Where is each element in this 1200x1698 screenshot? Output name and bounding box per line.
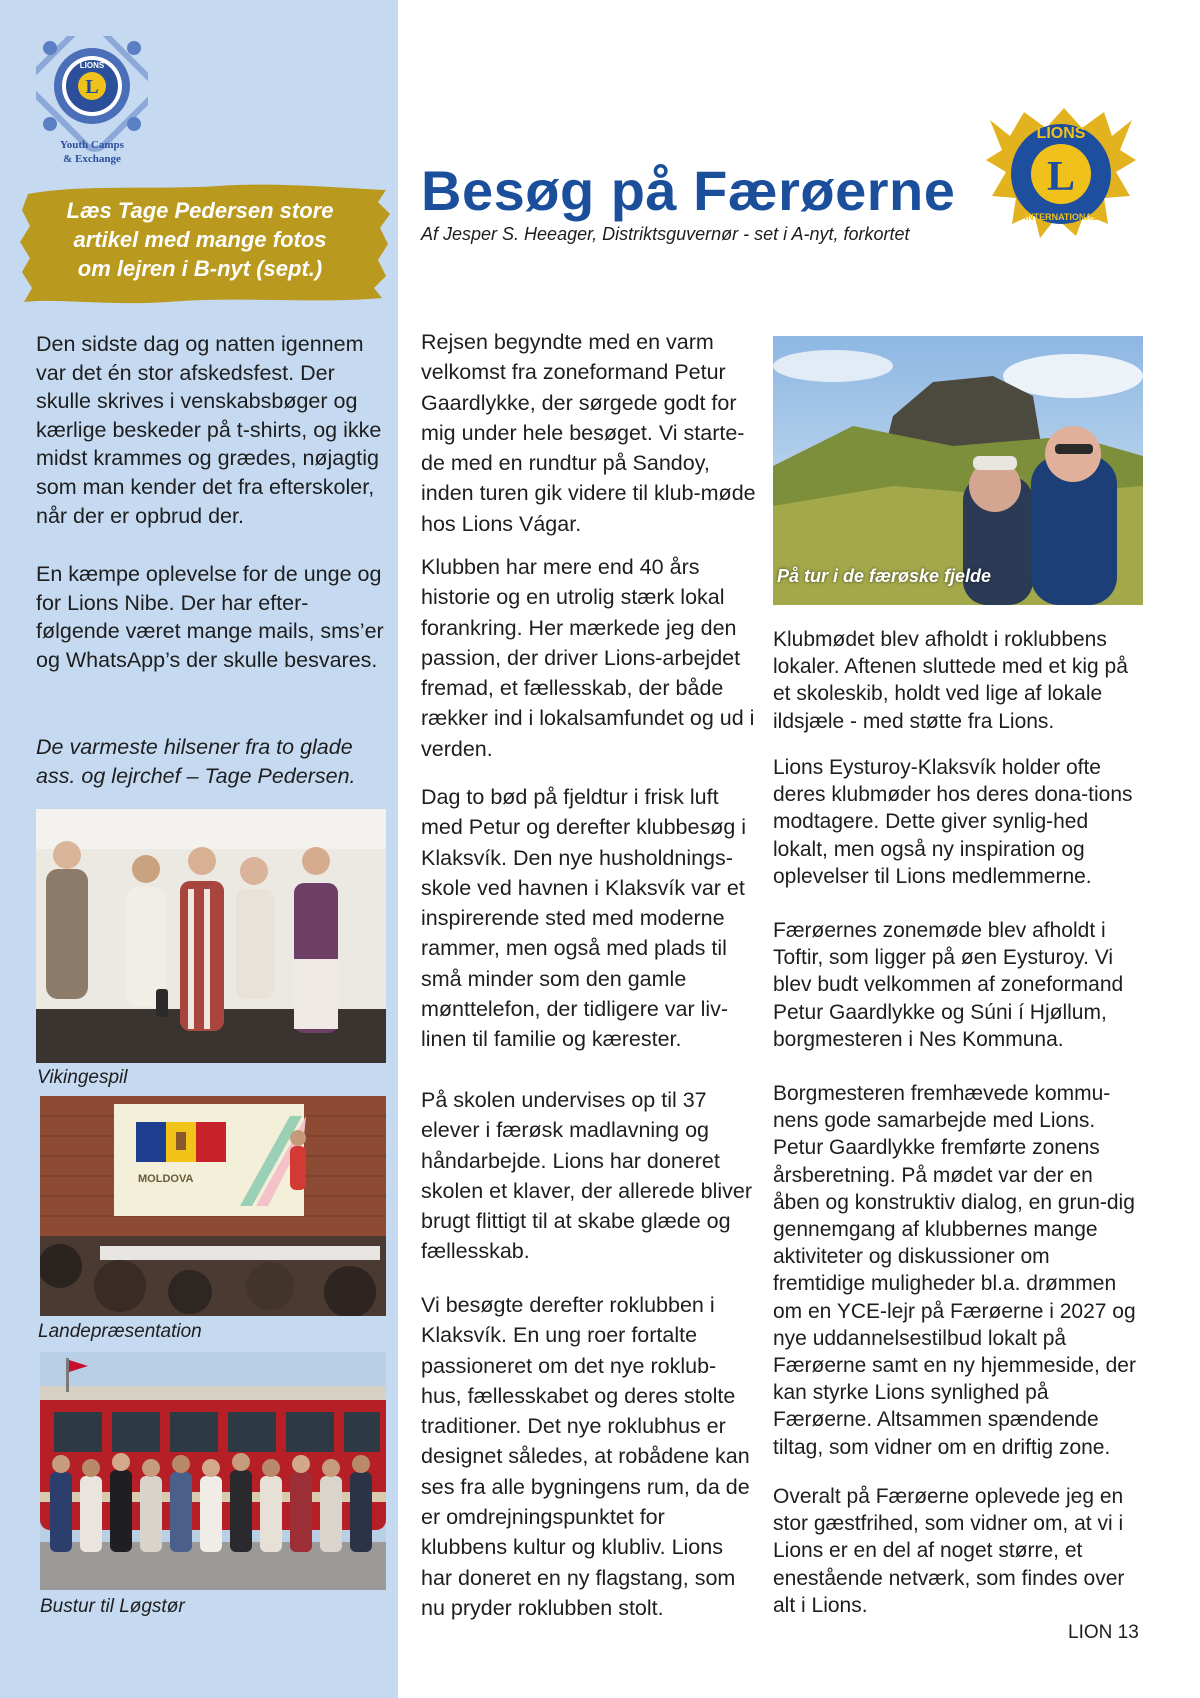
byline: Af Jesper S. Heeager, Distriktsguvernør - set i A-nyt, forkortet [421, 224, 910, 244]
callout-line-2: artikel med mange fotos [73, 227, 327, 252]
article-paragraph-1: Rejsen begyndte med en varm velkomst fra zoneformand Petur Gaardlykke, der sørgede godt for mig under hele besøget. Vi starte-de med en rundtur på Sandoy, inden turen gik videre til klub-møde hos Lions Vágar. [421, 330, 756, 536]
article-paragraph-3: Dag to bød på fjeldtur i frisk luft med Petur og derefter klubbesøg i Klaksvík. Den nye husholdnings-skole ved havnen i Klaksvík var et inspirerende sted med moderne rammer, men også med plads til små minder som den gamle mønttelefon, der tidligere var liv-linen til familie og kærester. [421, 785, 747, 1052]
caption-vikingespil: Vikingespil [37, 1067, 128, 1088]
photo-bustur [40, 1352, 386, 1590]
svg-text:Youth Camps: Youth Camps [60, 139, 124, 151]
article-paragraph-4: På skolen undervises op til 37 elever i færøsk madlavning og håndarbejde. Lions har doneret skolen et klaver, der allerede bliver brugt flittigt til at skabe glæde og fællesskab. [421, 1088, 753, 1264]
article-paragraph-9: Borgmesteren fremhævede kommu-nens gode samarbejde med Lions. Petur Gaardlykke fremførte zonens årsberetning. På mødet var der en åben og konstruktiv dialog, en grun-dig gennemgang af klubbernes mange aktiviteter og diskussioner om fremtidige muligheder bl.a. drømmen om en YCE-lejr på Færøerne i 2027 og nye uddannelsestilbud lokalt på Færøerne samt en ny hjemmeside, der kan styrke Lions synlighed på Færøerne. Altsammen spændende tiltag, som vidner om en driftig zone. [773, 1082, 1136, 1459]
sidebar-paragraph-3: De varmeste hilsener fra to glade ass. og lejrchef – Tage Pedersen. [36, 735, 356, 788]
photo-landepraesentation [40, 1096, 386, 1316]
callout-line-1: Læs Tage Pedersen store [66, 198, 334, 223]
lions-international-logo-icon [980, 100, 1142, 252]
svg-text:MOLDOVA: MOLDOVA [138, 1173, 194, 1185]
article-paragraph-6: Klubmødet blev afholdt i roklubbens lokaler. Aftenen sluttede med et kig på et skoleskib, holdt ved lige af lokale ildsjæle - med støtte fra Lions. [773, 628, 1128, 733]
photo-fjeldtur [773, 336, 1143, 605]
sidebar-paragraph-1: Den sidste dag og natten igennem var det én stor afskedsfest. Der skulle skrives i venskabsbøger og kærlige beskeder på t-shirts, og ikke midst krammes og grædes, nøjagtig som man kender det fra efterskoler, når der er opbrud der. [36, 332, 382, 528]
article-paragraph-7: Lions Eysturoy-Klaksvík holder ofte deres klubmøder hos deres dona-tions modtagere. Dette giver synlig-hed lokalt, men også ny inspiration og oplevelser til Lions medlemmerne. [773, 756, 1133, 888]
callout-line-3: om lejren i B-nyt (sept.) [77, 256, 323, 281]
callout-text [50, 196, 350, 283]
page-number: LION 13 [1068, 1622, 1139, 1643]
svg-text:L: L [85, 76, 99, 98]
yce-logo-icon [36, 36, 148, 168]
svg-text:LIONS: LIONS [1036, 125, 1086, 142]
article-paragraph-2: Klubben har mere end 40 års historie og en utrolig stærk lokal forankring. Her mærkede jeg den passion, der driver Lions-arbejdet fremad, et fællesskab, der både rækker ind i lokalsamfundet og ud i verden. [421, 555, 755, 761]
photo-vikingespil [36, 809, 386, 1063]
sidebar-paragraph-2: En kæmpe oplevelse for de unge og for Lions Nibe. Der har efter-følgende været mange mails, sms’er og WhatsApp’s der skulle besvares. [36, 562, 384, 672]
caption-bustur: Bustur til Løgstør [40, 1596, 185, 1617]
page-title: Besøg på Færøerne [421, 159, 956, 222]
caption-landepraesentation: Landepræsentation [38, 1321, 202, 1342]
article-paragraph-10: Overalt på Færøerne oplevede jeg en stor gæstfrihed, som vidner om, at vi i Lions er en del af noget større, et enestående netværk, som findes over alt i Lions. [773, 1485, 1125, 1617]
photo-fjeldtur-caption: På tur i de færøske fjelde [777, 566, 992, 586]
svg-text:LIONS: LIONS [79, 61, 105, 70]
svg-text:L: L [1046, 154, 1076, 200]
article-paragraph-5: Vi besøgte derefter roklubben i Klaksvík. En ung roer fortalte passioneret om det nye roklub-hus, fællesskabet og deres stolte traditioner. Det nye roklubhus er designet således, at robådene kan ses fra alle bygningens rum, da de er omdrejningspunktet for klubbens kultur og klubliv. Lions har doneret en ny flagstang, som nu pryder roklubben stolt. [421, 1293, 750, 1620]
svg-text:INTERNATIONAL: INTERNATIONAL [1024, 212, 1098, 222]
article-paragraph-8: Færøernes zonemøde blev afholdt i Toftir, som ligger på øen Eysturoy. Vi blev budt velkommen af zoneformand Petur Gaardlykke og Súni í Hjøllum, borgmesteren i Nes Kommuna. [773, 919, 1124, 1051]
svg-text:& Exchange: & Exchange [63, 153, 121, 165]
